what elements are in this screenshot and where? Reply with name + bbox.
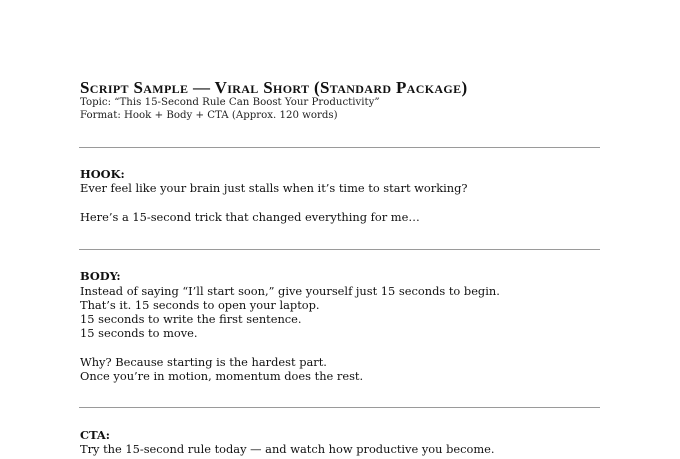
cta-line: Try the 15-second rule today — and watch how productive you become.: [80, 442, 495, 456]
body-line: Why? Because starting is the hardest part.: [80, 355, 327, 369]
body-line: 15 seconds to write the first sentence.: [80, 312, 302, 326]
body-line: Once you’re in motion, momentum does the rest.: [80, 369, 364, 383]
body-line: That’s it. 15 seconds to open your laptop.: [80, 298, 320, 312]
topic-line: Topic: “This 15-Second Rule Can Boost Your Productivity”: [80, 97, 380, 108]
section-divider: [79, 147, 600, 148]
format-line: Format: Hook + Body + CTA (Approx. 120 words): [80, 110, 338, 121]
hook-line: Here’s a 15-second trick that changed everything for me…: [80, 210, 420, 224]
section-divider: [79, 407, 600, 408]
cta-label: CTA:: [80, 428, 110, 442]
document-title: Script Sample — Viral Short (Standard Package): [80, 78, 468, 97]
body-line: Instead of saying “I’ll start soon,” give yourself just 15 seconds to begin.: [80, 284, 500, 298]
body-line: 15 seconds to move.: [80, 326, 198, 340]
section-divider: [79, 249, 600, 250]
body-label: BODY:: [80, 269, 121, 283]
hook-line: Ever feel like your brain just stalls when it’s time to start working?: [80, 181, 468, 195]
hook-label: HOOK:: [80, 167, 125, 181]
